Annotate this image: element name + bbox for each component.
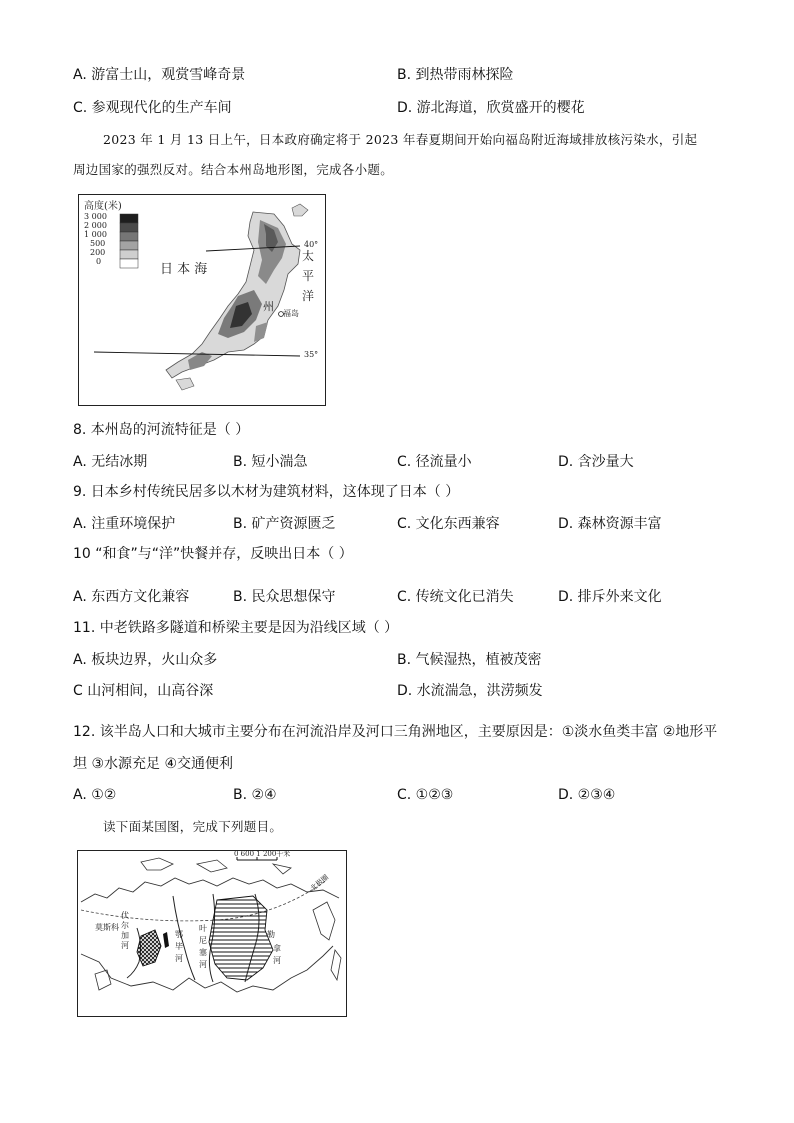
ob-label-2: 毕 bbox=[175, 942, 183, 951]
q9-option-a: A. 注重环境保护 bbox=[73, 516, 176, 532]
yenisei-label-1: 叶 bbox=[199, 924, 207, 933]
volga-label-1: 伏 bbox=[121, 911, 129, 920]
latitude-35-label: 35° bbox=[304, 350, 319, 359]
ob-label-3: 河 bbox=[175, 954, 183, 963]
yenisei-label-3: 塞 bbox=[199, 948, 207, 957]
q7-option-a: A. 游富士山，观赏雪峰奇景 bbox=[73, 67, 246, 83]
q9-option-c: C. 文化东西兼容 bbox=[397, 516, 500, 532]
volga-label-2: 尔 bbox=[121, 921, 129, 930]
lena-label-1: 勒 bbox=[267, 930, 275, 939]
honshu-intro-line1: 2023 年 1 月 13 日上午，日本政府确定将于 2023 年春夏期间开始向福岛附近海域排放核污染水，引起 bbox=[103, 132, 698, 147]
sea-of-japan-label: 日 本 海 bbox=[160, 262, 208, 277]
q10-option-c: C. 传统文化已消失 bbox=[397, 589, 514, 605]
lena-label-2: 拿 bbox=[273, 944, 281, 953]
q8-option-d: D. 含沙量大 bbox=[558, 454, 634, 470]
q12-stem-line1: 12. 该半岛人口和大城市主要分布在河流沿岸及河口三角洲地区，主要原因是：①淡水鱼类丰富 ②地形平 bbox=[73, 724, 718, 740]
russia-map bbox=[77, 850, 347, 1017]
q12-option-c: C. ①②③ bbox=[397, 787, 454, 803]
legend-level-3000: 3 000 bbox=[84, 212, 107, 221]
legend-level-200: 200 bbox=[90, 248, 106, 257]
honshu-topographic-map bbox=[78, 194, 326, 406]
q10-option-d: D. 排斥外来文化 bbox=[558, 589, 662, 605]
q7-option-b: B. 到热带雨林探险 bbox=[397, 67, 514, 83]
lena-label-3: 河 bbox=[273, 956, 281, 965]
q8-option-c: C. 径流量小 bbox=[397, 454, 472, 470]
moscow-label: 莫斯科 bbox=[95, 923, 119, 932]
q11-option-b: B. 气候湿热，植被茂密 bbox=[397, 652, 542, 668]
q10-option-b: B. 民众思想保守 bbox=[233, 589, 336, 605]
legend-level-500: 500 bbox=[90, 239, 106, 248]
yenisei-label-4: 河 bbox=[199, 960, 207, 969]
legend-level-2000: 2 000 bbox=[84, 221, 107, 230]
q7-option-d: D. 游北海道，欣赏盛开的樱花 bbox=[397, 100, 585, 116]
fukushima-label: 福岛 bbox=[283, 309, 299, 318]
q12-option-d: D. ②③④ bbox=[558, 787, 616, 803]
arctic-circle-label: 北极圈 bbox=[308, 873, 331, 893]
ocean-label-2: 平 bbox=[302, 269, 315, 283]
q11-option-a: A. 板块边界，火山众多 bbox=[73, 652, 218, 668]
ocean-label-3: 洋 bbox=[302, 289, 315, 303]
q8-option-a: A. 无结冰期 bbox=[73, 454, 148, 470]
q10-option-a: A. 东西方文化兼容 bbox=[73, 589, 190, 605]
q12-option-a: A. ①② bbox=[73, 787, 117, 803]
q9-option-b: B. 矿产资源匮乏 bbox=[233, 516, 336, 532]
q8-stem: 8. 本州岛的河流特征是（ ） bbox=[73, 422, 250, 438]
volga-label-4: 河 bbox=[121, 941, 129, 950]
q12-option-b: B. ②④ bbox=[233, 787, 277, 803]
ob-label-1: 鄂 bbox=[175, 930, 183, 939]
q10-stem: 10 “和食”与“洋”快餐并存，反映出日本（ ） bbox=[73, 546, 353, 562]
legend-title: 高度(米) bbox=[84, 201, 122, 212]
q11-option-c: C 山河相间，山高谷深 bbox=[73, 683, 214, 699]
scale-label: 0 600 1 200千米 bbox=[234, 850, 291, 858]
volga-label-3: 加 bbox=[121, 931, 129, 940]
q8-option-b: B. 短小湍急 bbox=[233, 454, 308, 470]
legend-level-0: 0 bbox=[96, 257, 102, 266]
ocean-label-1: 太 bbox=[302, 249, 315, 263]
russia-intro: 读下面某国图，完成下列题目。 bbox=[103, 819, 283, 834]
q9-option-d: D. 森林资源丰富 bbox=[558, 516, 662, 532]
honshu-label: 州 bbox=[263, 300, 274, 313]
latitude-40-label: 40° bbox=[304, 240, 319, 249]
q11-option-d: D. 水流湍急，洪涝频发 bbox=[397, 683, 543, 699]
q7-option-c: C. 参观现代化的生产车间 bbox=[73, 100, 232, 116]
yenisei-label-2: 尼 bbox=[199, 936, 207, 945]
q9-stem: 9. 日本乡村传统民居多以木材为建筑材料，这体现了日本（ ） bbox=[73, 484, 460, 500]
honshu-intro-line2: 周边国家的强烈反对。结合本州岛地形图，完成各小题。 bbox=[73, 162, 394, 177]
q11-stem: 11. 中老铁路多隧道和桥梁主要是因为沿线区域（ ） bbox=[73, 620, 399, 636]
q12-stem-line2: 坦 ③水源充足 ④交通便利 bbox=[73, 756, 234, 772]
legend-level-1000: 1 000 bbox=[84, 230, 107, 239]
